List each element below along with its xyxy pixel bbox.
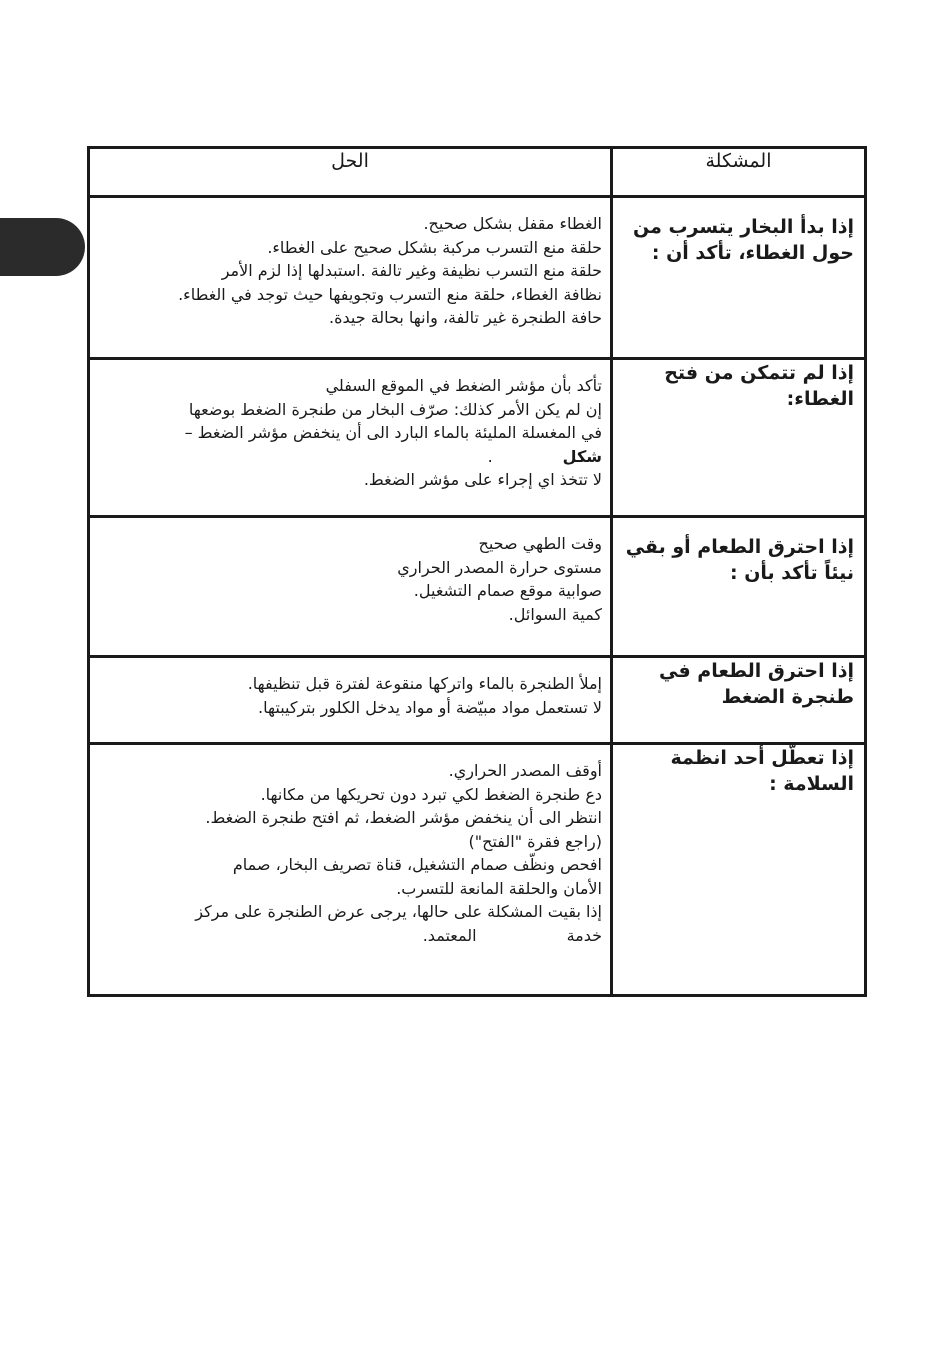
table-row <box>89 197 866 359</box>
solution-line: إذا بقيت المشكلة على حالها، يرجى عرض الطنجرة على مركز <box>195 902 602 921</box>
table-row <box>89 744 866 996</box>
solution-line: وقت الطهي صحيح <box>478 534 602 553</box>
header-solution: الحل <box>89 148 612 197</box>
table-header-row <box>89 148 866 197</box>
approved-word: المعتمد. <box>422 925 477 945</box>
solution-line <box>98 445 602 469</box>
problem-cell: إذا بدأ البخار يتسرب من حول الغطاء، تأكد أن : <box>612 197 866 359</box>
figure-reference: شكل <box>562 446 602 466</box>
solution-line: صوابية موقع صمام التشغيل. <box>413 581 602 600</box>
service-word: خدمة <box>566 925 602 945</box>
solution-line: دع طنجرة الضغط لكي تبرد دون تحريكها من مكانها. <box>260 784 602 804</box>
troubleshooting-table <box>87 146 867 997</box>
solution-line: تأكد بأن مؤشر الضغط في الموقع السفلي <box>325 376 602 395</box>
solution-line: انتظر الى أن ينخفض مؤشر الضغط، ثم افتح طنجرة الضغط. <box>205 808 602 827</box>
solution-line: الغطاء مقفل بشكل صحيح. <box>423 214 602 233</box>
solution-line: (راجع فقرة "الفتح") <box>468 831 602 851</box>
solution-line: نظافة الغطاء، حلقة منع التسرب وتجويفها حيث توجد في الغطاء. <box>178 284 602 304</box>
table-row <box>89 517 866 657</box>
solution-line: كمية السوائل. <box>508 604 602 624</box>
solution-cell <box>89 359 612 517</box>
solution-line: مستوى حرارة المصدر الحراري <box>397 557 602 577</box>
solution-line: في المغسلة المليئة بالماء البارد الى أن ينخفض مؤشر الضغط – <box>184 423 602 442</box>
solution-cell <box>89 657 612 744</box>
table-row <box>89 657 866 744</box>
problem-cell: إذا احترق الطعام في طنجرة الضغط <box>612 657 866 744</box>
solution-line: افحص ونظّف صمام التشغيل، قناة تصريف البخار، صمام <box>232 855 602 874</box>
header-problem: المشكلة <box>612 148 866 197</box>
solution-line: إن لم يكن الأمر كذلك: صرّف البخار من طنجرة الضغط بوضعها <box>188 399 602 419</box>
solution-cell <box>89 744 612 996</box>
solution-line: أوقف المصدر الحراري. <box>448 761 602 780</box>
solution-line: حلقة منع التسرب نظيفة وغير تالفة .استبدلها إذا لزم الأمر <box>221 261 602 280</box>
solution-line: حلقة منع التسرب مركبة بشكل صحيح على الغطاء. <box>267 237 602 257</box>
solution-line <box>98 924 602 948</box>
solution-line: حافة الطنجرة غير تالفة، وانها بحالة جيدة. <box>329 308 602 327</box>
solution-line: الأمان والحلقة المانعة للتسرب. <box>396 878 602 898</box>
solution-line: لا تتخذ اي إجراء على مؤشر الضغط. <box>363 470 602 489</box>
problem-cell: إذا احترق الطعام أو بقي نيئاً تأكد بأن : <box>612 517 866 657</box>
table-row <box>89 359 866 517</box>
solution-line: إملأ الطنجرة بالماء واتركها منقوعة لفترة قبل تنظيفها. <box>247 674 602 693</box>
solution-line: لا تستعمل مواد مبيّضة أو مواد يدخل الكلور بتركيبتها. <box>258 697 602 717</box>
figure-reference-dot: . <box>487 446 493 466</box>
problem-cell: إذا تعطّل أحد انظمة السلامة : <box>612 744 866 996</box>
solution-cell <box>89 517 612 657</box>
section-tab-marker <box>0 218 85 276</box>
problem-cell: إذا لم تتمكن من فتح الغطاء: <box>612 359 866 517</box>
solution-cell <box>89 197 612 359</box>
